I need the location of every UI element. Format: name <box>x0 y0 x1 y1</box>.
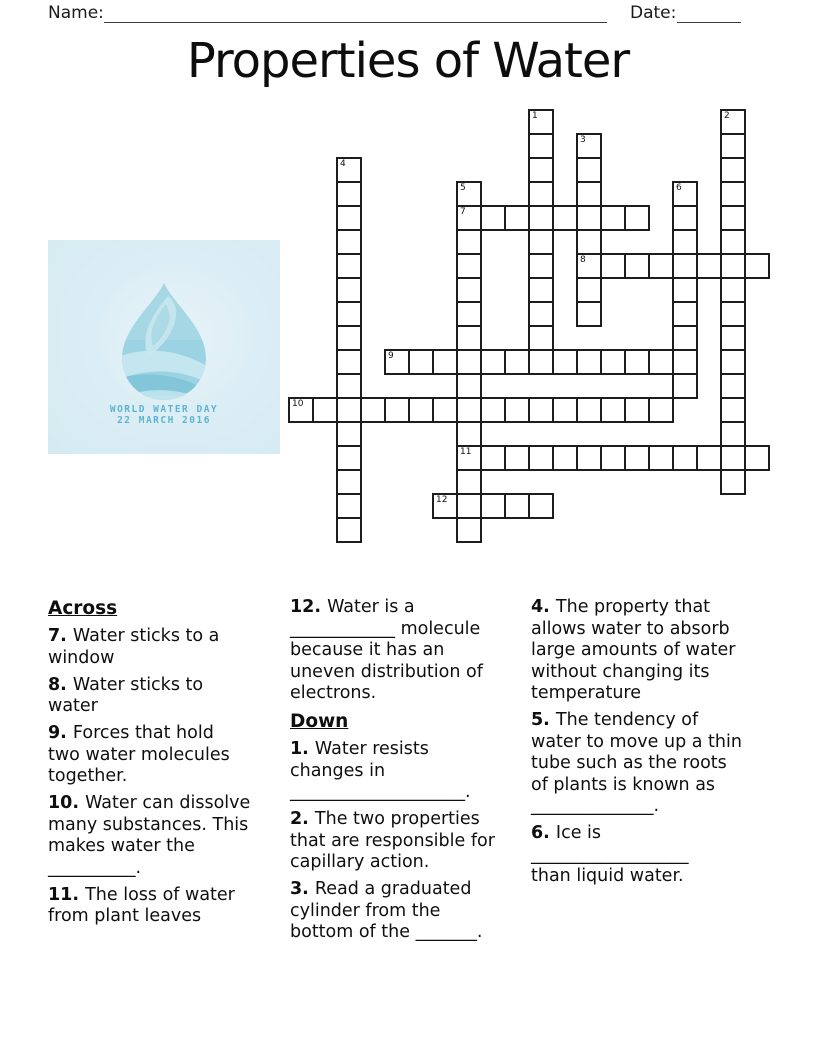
grid-cell[interactable] <box>720 397 746 423</box>
name-blank-line[interactable] <box>104 3 607 23</box>
grid-cell[interactable] <box>624 205 650 231</box>
grid-cell[interactable] <box>720 349 746 375</box>
grid-cell[interactable] <box>480 205 506 231</box>
grid-cell[interactable] <box>600 445 626 471</box>
clue-12: 12. Water is a ____________ molecule because it has an uneven distribution of electrons. <box>290 597 483 703</box>
grid-cell[interactable] <box>504 205 530 231</box>
grid-cell[interactable] <box>576 349 602 375</box>
grid-cell[interactable] <box>528 445 554 471</box>
grid-cell[interactable] <box>720 109 746 135</box>
grid-cell[interactable] <box>576 277 602 303</box>
grid-cell[interactable] <box>720 421 746 447</box>
grid-clue-number: 2 <box>724 111 730 121</box>
grid-cell[interactable] <box>456 421 482 447</box>
clue-10: 10. Water can dissolve many substances. This makes water the __________. <box>48 793 251 878</box>
grid-cell[interactable] <box>336 301 362 327</box>
page-title: Properties of Water <box>186 33 630 89</box>
grid-cell[interactable] <box>672 349 698 375</box>
grid-cell[interactable] <box>720 229 746 255</box>
grid-cell[interactable] <box>456 517 482 543</box>
clue-number: 2. <box>290 809 315 829</box>
clue-8: 8. Water sticks to water <box>48 674 204 716</box>
grid-cell[interactable] <box>456 349 482 375</box>
clue-7: 7. Water sticks to a window <box>48 626 220 668</box>
grid-cell[interactable] <box>480 349 506 375</box>
grid-cell[interactable] <box>672 229 698 255</box>
grid-cell[interactable] <box>528 109 554 135</box>
grid-cell[interactable] <box>432 349 458 375</box>
clue-6: 6. Ice is __________________ than liquid water. <box>531 823 689 886</box>
grid-clue-number: 11 <box>460 447 472 457</box>
grid-cell[interactable] <box>336 277 362 303</box>
grid-clue-number: 7 <box>460 207 466 217</box>
clue-heading-down: Down <box>290 711 349 732</box>
grid-cell[interactable] <box>336 349 362 375</box>
grid-clue-number: 10 <box>292 399 304 409</box>
grid-cell[interactable] <box>336 205 362 231</box>
grid-cell[interactable] <box>408 397 434 423</box>
grid-cell[interactable] <box>504 493 530 519</box>
grid-cell[interactable] <box>576 445 602 471</box>
grid-cell[interactable] <box>720 445 746 471</box>
grid-cell[interactable] <box>672 445 698 471</box>
grid-cell[interactable] <box>576 253 602 279</box>
clue-column <box>290 597 530 949</box>
grid-cell[interactable] <box>504 445 530 471</box>
grid-cell[interactable] <box>624 397 650 423</box>
grid-cell[interactable] <box>456 493 482 519</box>
grid-clue-number: 9 <box>388 351 394 361</box>
grid-cell[interactable] <box>648 445 674 471</box>
grid-cell[interactable] <box>336 397 362 423</box>
grid-clue-number: 5 <box>460 183 466 193</box>
grid-cell[interactable] <box>456 469 482 495</box>
grid-cell[interactable] <box>336 157 362 183</box>
grid-cell[interactable] <box>576 301 602 327</box>
grid-cell[interactable] <box>336 229 362 255</box>
grid-cell[interactable] <box>696 445 722 471</box>
clue-number: 7. <box>48 626 73 646</box>
grid-cell[interactable] <box>504 397 530 423</box>
grid-cell[interactable] <box>672 253 698 279</box>
clue-2: 2. The two properties that are responsible for capillary action. <box>290 809 495 872</box>
name-label: Name: <box>48 3 104 23</box>
grid-cell[interactable] <box>360 397 386 423</box>
grid-cell[interactable] <box>552 445 578 471</box>
grid-cell[interactable] <box>648 397 674 423</box>
grid-cell[interactable] <box>528 133 554 159</box>
date-label: Date: <box>630 3 677 23</box>
grid-cell[interactable] <box>456 373 482 399</box>
grid-cell[interactable] <box>336 325 362 351</box>
grid-cell[interactable] <box>528 301 554 327</box>
grid-cell[interactable] <box>744 445 770 471</box>
grid-cell[interactable] <box>672 205 698 231</box>
grid-cell[interactable] <box>528 157 554 183</box>
clue-4: 4. The property that allows water to absorb large amounts of water without changing its temperature <box>531 597 736 703</box>
grid-cell[interactable] <box>744 253 770 279</box>
grid-cell[interactable] <box>576 157 602 183</box>
grid-cell[interactable] <box>528 229 554 255</box>
grid-cell[interactable] <box>456 253 482 279</box>
grid-cell[interactable] <box>384 349 410 375</box>
clue-number: 12. <box>290 597 328 617</box>
grid-clue-number: 6 <box>676 183 682 193</box>
grid-cell[interactable] <box>672 181 698 207</box>
grid-cell[interactable] <box>528 205 554 231</box>
grid-cell[interactable] <box>480 493 506 519</box>
grid-cell[interactable] <box>456 181 482 207</box>
grid-clue-number: 4 <box>340 159 346 169</box>
watermark-caption-line2: 22 MARCH 2016 <box>117 415 211 426</box>
grid-cell[interactable] <box>720 373 746 399</box>
grid-cell[interactable] <box>336 373 362 399</box>
grid-cell[interactable] <box>576 205 602 231</box>
grid-cell[interactable] <box>528 397 554 423</box>
clue-number: 6. <box>531 823 556 843</box>
grid-cell[interactable] <box>720 469 746 495</box>
grid-cell[interactable] <box>336 445 362 471</box>
grid-cell[interactable] <box>456 325 482 351</box>
clue-5: 5. The tendency of water to move up a thin tube such as the roots of plants is known as ______________. <box>531 710 742 816</box>
clue-column <box>48 597 280 933</box>
grid-cell[interactable] <box>576 181 602 207</box>
grid-cell[interactable] <box>456 277 482 303</box>
grid-cell[interactable] <box>432 493 458 519</box>
grid-cell[interactable] <box>384 397 410 423</box>
grid-cell[interactable] <box>720 301 746 327</box>
clue-number: 4. <box>531 597 556 617</box>
grid-cell[interactable] <box>576 229 602 255</box>
grid-cell[interactable] <box>456 205 482 231</box>
grid-cell[interactable] <box>672 301 698 327</box>
grid-cell[interactable] <box>720 181 746 207</box>
clue-heading-across: Across <box>48 598 118 619</box>
grid-cell[interactable] <box>552 349 578 375</box>
grid-cell[interactable] <box>696 253 722 279</box>
grid-cell[interactable] <box>720 277 746 303</box>
clue-number: 8. <box>48 674 73 695</box>
grid-cell[interactable] <box>528 277 554 303</box>
grid-cell[interactable] <box>600 349 626 375</box>
grid-cell[interactable] <box>720 133 746 159</box>
grid-cell[interactable] <box>600 253 626 279</box>
grid-cell[interactable] <box>624 253 650 279</box>
date-blank-line[interactable] <box>677 3 741 23</box>
clue-column <box>531 597 777 893</box>
grid-cell[interactable] <box>528 253 554 279</box>
grid-cell[interactable] <box>600 205 626 231</box>
grid-cell[interactable] <box>720 205 746 231</box>
clue-1: 1. Water resists changes in ____________________. <box>290 739 471 802</box>
clue-number: 11. <box>48 884 86 905</box>
clue-number: 9. <box>48 723 73 743</box>
grid-clue-number: 8 <box>580 255 586 265</box>
watermark-caption-line1: WORLD WATER DAY <box>109 404 219 415</box>
clue-number: 3. <box>290 879 315 899</box>
grid-cell[interactable] <box>600 397 626 423</box>
grid-cell[interactable] <box>552 397 578 423</box>
grid-cell[interactable] <box>336 181 362 207</box>
grid-cell[interactable] <box>528 325 554 351</box>
clue-11: 11. The loss of water from plant leaves <box>48 884 235 926</box>
grid-cell[interactable] <box>648 349 674 375</box>
water-drop-icon <box>48 240 280 454</box>
grid-cell[interactable] <box>720 157 746 183</box>
grid-cell[interactable] <box>456 397 482 423</box>
grid-cell[interactable] <box>408 349 434 375</box>
grid-cell[interactable] <box>576 133 602 159</box>
grid-cell[interactable] <box>336 493 362 519</box>
grid-cell[interactable] <box>336 469 362 495</box>
grid-cell[interactable] <box>672 325 698 351</box>
grid-cell[interactable] <box>504 349 530 375</box>
grid-cell[interactable] <box>288 397 314 423</box>
grid-cell[interactable] <box>552 205 578 231</box>
grid-clue-number: 3 <box>580 135 586 145</box>
clue-9: 9. Forces that hold two water molecules together. <box>48 723 230 786</box>
grid-cell[interactable] <box>432 397 458 423</box>
grid-cell[interactable] <box>480 397 506 423</box>
world-water-day-image <box>48 240 280 454</box>
grid-cell[interactable] <box>312 397 338 423</box>
grid-cell[interactable] <box>336 421 362 447</box>
grid-cell[interactable] <box>456 229 482 255</box>
grid-cell[interactable] <box>528 493 554 519</box>
grid-cell[interactable] <box>528 181 554 207</box>
grid-cell[interactable] <box>576 397 602 423</box>
clue-number: 5. <box>531 710 556 730</box>
grid-cell[interactable] <box>480 445 506 471</box>
clue-3: 3. Read a graduated cylinder from the bottom of the _______. <box>290 879 483 942</box>
grid-cell[interactable] <box>720 325 746 351</box>
grid-clue-number: 1 <box>532 111 538 121</box>
grid-cell[interactable] <box>624 349 650 375</box>
grid-cell[interactable] <box>528 349 554 375</box>
grid-cell[interactable] <box>720 253 746 279</box>
grid-cell[interactable] <box>648 253 674 279</box>
grid-cell[interactable] <box>336 253 362 279</box>
grid-cell[interactable] <box>336 517 362 543</box>
grid-cell[interactable] <box>672 277 698 303</box>
clue-number: 1. <box>290 739 315 759</box>
grid-cell[interactable] <box>456 445 482 471</box>
grid-cell[interactable] <box>624 445 650 471</box>
grid-cell[interactable] <box>672 373 698 399</box>
grid-clue-number: 12 <box>436 495 448 505</box>
grid-cell[interactable] <box>456 301 482 327</box>
clue-number: 10. <box>48 793 86 813</box>
